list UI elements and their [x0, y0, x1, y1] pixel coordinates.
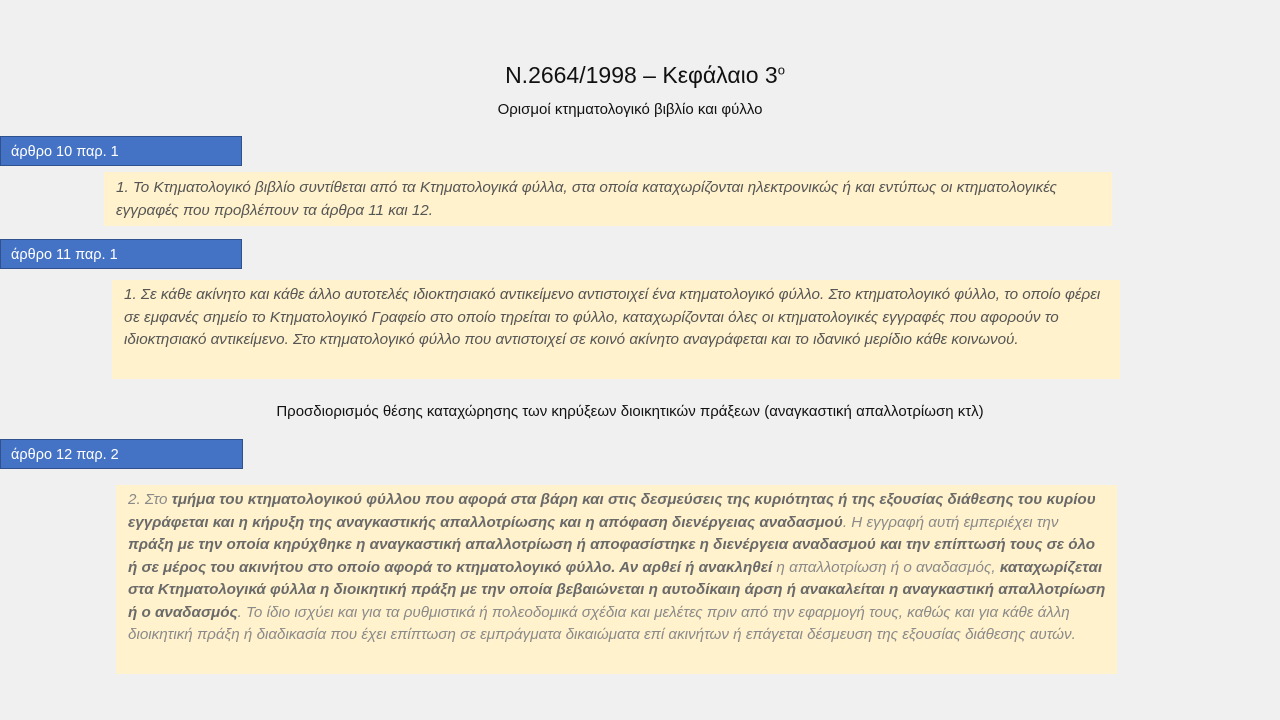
slide-title-superscript: ο [777, 62, 785, 78]
article-text-segment: καταχωρίζεται στα Κτηματολογικά φύλλα η διοικητική πράξη με την οποία βεβαιώνεται η αυτοδίκαιη άρση ή ανακαλείται η αναγκαστική απαλλοτρίωση ή ο αναδασμός [128, 558, 1106, 621]
article-tag-10-1: άρθρο 10 παρ. 1 [0, 136, 242, 166]
article-text-10-1: 1. Το Κτηματολογικό βιβλίο συντίθεται από τα Κτηματολογικά φύλλα, στα οποία καταχωρίζονται ηλεκτρονικώς ή και εντύπως οι κτηματολογικές εγγραφές που προβλέπουν τα άρθρα 11 και 12. [104, 172, 1112, 226]
article-text-segment: πράξη με την οποία κηρύχθηκε η αναγκαστική απαλλοτρίωση ή αποφασίστηκε η διενέργεια αναδασμού και την επίπτωσή τους σε όλο ή σε μέρος του ακινήτου στο οποίο αφορά το κτηματολογικό φύλλο. Αν αρθεί ή ανακληθεί [128, 536, 1096, 576]
slide-title [0, 62, 1280, 89]
slide-subtitle: Ορισμοί κτηματολογικό βιβλίο και φύλλο [497, 101, 763, 118]
article-text-segment: 2. Στο [128, 491, 172, 508]
slide-title-main: Ν.2664/1998 – Κεφάλαιο 3 [505, 62, 778, 88]
article-text-segment: η απαλλοτρίωση ή ο αναδασμός, [772, 558, 1000, 576]
article-tag-11-1: άρθρο 11 παρ. 1 [0, 239, 242, 269]
article-text-segment: . Η εγγραφή αυτή εμπεριέχει την [842, 513, 1059, 531]
article-text-12-2 [116, 485, 1117, 674]
article-text-segment: τμήμα του κτηματολογικού φύλλου που αφορά στα βάρη και στις δεσμεύσεις της κυριότητας ή της εξουσίας διάθεσης του κυρίου εγγράφεται και η κήρυξη της αναγκαστικής απαλλοτρίωσης και η απόφαση διενέργειας αναδασμού [128, 491, 1096, 531]
article-text-11-1: 1. Σε κάθε ακίνητο και κάθε άλλο αυτοτελές ιδιοκτησιακό αντικείμενο αντιστοιχεί ένα κτηματολογικό φύλλο. Στο κτηματολογικό φύλλο, το οποίο φέρει σε εμφανές σημείο το Κτηματολογικό Γραφείο στο οποίο τηρείται το φύλλο, καταχωρίζονται όλες οι κτηματολογικές εγγραφές που αφορούν το ιδιοκτησιακό αντικείμενο. Στο κτηματολογικό φύλλο που αντιστοιχεί σε κοινό ακίνητο αναγράφεται και το ιδανικό μερίδιο κάθε κοινωνού. [112, 280, 1120, 379]
article-text-segment: . Το ίδιο ισχύει και για τα ρυθμιστικά ή πολεοδομικά σχέδια και μελέτες πριν από την εφαρμογή τους, καθώς και για κάθε άλλη διοικητική πράξη ή διαδικασία που έχει επίπτωση σε εμπράγματα δικαιώματα επί ακινήτων ή επάγεται δέσμευση της εξουσίας διάθεσης αυτών. [128, 603, 1076, 643]
article-tag-12-2: άρθρο 12 παρ. 2 [0, 439, 243, 469]
section-heading: Προσδιορισμός θέσης καταχώρησης των κηρύξεων διοικητικών πράξεων (αναγκαστική απαλλοτρίωση κτλ) [276, 403, 984, 420]
